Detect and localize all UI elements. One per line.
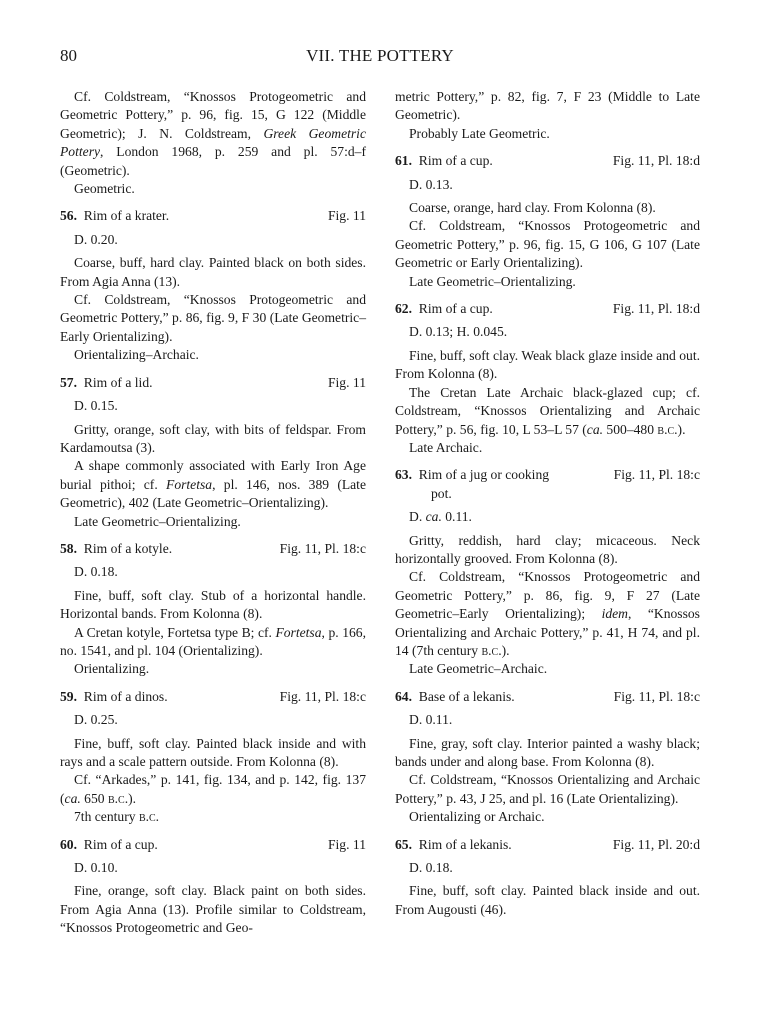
entry-heading	[60, 688, 366, 706]
catalog-entry-60	[60, 836, 366, 938]
entry-heading	[395, 688, 700, 706]
entry-label: Rim of a cup.	[83, 836, 158, 852]
entry-heading	[60, 836, 366, 854]
entry-date: Late Geometric–Orientalizing.	[74, 513, 241, 529]
entry-heading	[395, 836, 700, 854]
entry-label: Rim of a cup.	[418, 301, 493, 317]
entry-dimensions: D. ca. 0.11.	[409, 509, 472, 525]
figure-reference: Fig. 11, Pl. 20:d	[612, 836, 700, 852]
entry-date: Late Geometric–Orientalizing.	[409, 273, 576, 289]
entry-description: Fine, buff, soft clay. Painted black inside and with rays and a scale pattern outside. From Kolonna (8).	[60, 735, 366, 769]
right-column	[395, 88, 700, 919]
entry-heading	[395, 300, 700, 318]
entry-description: Coarse, buff, hard clay. Painted black on both sides. From Agia Anna (13).	[60, 255, 366, 289]
entry-dimensions: D. 0.25.	[74, 712, 118, 728]
entry-number: 60.	[60, 836, 77, 852]
figure-reference: Fig. 11	[327, 374, 366, 390]
entry-description: Coarse, orange, hard clay. From Kolonna (8).	[409, 200, 656, 216]
entry-date: 7th century b.c.	[74, 809, 160, 825]
entry-description: Fine, buff, soft clay. Painted black inside and out. From Augousti (46).	[395, 883, 700, 917]
entry-citation: Cf. Coldstream, “Knossos Orientalizing and Archaic Pottery,” p. 43, J 25, and pl. 16 (Late Orientalizing).	[395, 772, 700, 806]
entry-date: Late Archaic.	[409, 439, 483, 455]
catalog-entry-63	[395, 466, 700, 678]
figure-reference: Fig. 11	[327, 836, 366, 852]
entry-label: Rim of a cup.	[418, 153, 493, 169]
entry-dimensions: D. 0.18.	[74, 564, 118, 580]
entry-date: Orientalizing or Archaic.	[409, 809, 545, 825]
entry-number: 64.	[395, 688, 412, 704]
entry-number: 58.	[60, 540, 77, 556]
catalog-entry-65	[395, 836, 700, 920]
entry-60-continuation: metric Pottery,” p. 82, fig. 7, F 23 (Middle to Late Geometric).	[395, 89, 700, 123]
entry-description: Gritty, orange, soft clay, with bits of feldspar. From Kardamoutsa (3).	[60, 421, 366, 455]
entry-citation: Cf. Coldstream, “Knossos Protogeometric and Geometric Pottery,” p. 86, fig. 9, F 30 (Late Geometric–Early Orientalizing).	[60, 292, 366, 344]
figure-reference: Fig. 11, Pl. 18:c	[279, 540, 366, 556]
entry-citation: A shape commonly associated with Early Iron Age burial pithoi; cf. Fortetsa, pl. 146, nos. 389 (Late Geometric), 402 (Late Geometric–Orientalizing).	[60, 458, 366, 511]
figure-reference: Fig. 11, Pl. 18:d	[612, 153, 700, 169]
entry-description: Fine, gray, soft clay. Interior painted a washy black; bands under and along base. From Kolonna (8).	[395, 735, 700, 769]
entry-number: 62.	[395, 301, 412, 317]
catalog-entry-64	[395, 688, 700, 827]
entry-date: Orientalizing.	[74, 661, 150, 677]
entry-number: 63.	[395, 467, 412, 483]
entry-description: Gritty, reddish, hard clay; micaceous. Neck horizontally grooved. From Kolonna (8).	[395, 532, 700, 566]
entry-number: 56.	[60, 208, 77, 224]
left-column	[60, 88, 366, 938]
entry-description: Fine, buff, soft clay. Stub of a horizontal handle. Horizontal bands. From Kolonna (8).	[60, 587, 366, 622]
entry-number: 57.	[60, 374, 77, 390]
running-title: VII. THE POTTERY	[306, 46, 454, 65]
entry-label: Rim of a jug or cooking	[418, 467, 550, 483]
entry-heading	[60, 207, 366, 225]
catalog-entry-57	[60, 374, 366, 531]
figure-reference: Fig. 11, Pl. 18:c	[279, 688, 366, 704]
entry-label: Rim of a lid.	[83, 374, 153, 390]
entry-label: Rim of a krater.	[83, 208, 170, 224]
entry-label: Rim of a dinos.	[83, 688, 168, 704]
catalog-entry-59	[60, 688, 366, 827]
figure-reference: Fig. 11, Pl. 18:c	[613, 467, 700, 483]
entry-description: Fine, buff, soft clay. Weak black glaze inside and out. From Kolonna (8).	[395, 347, 700, 382]
entry-heading	[60, 540, 366, 558]
entry-citation: Cf. “Arkades,” p. 141, fig. 134, and p. 142, fig. 137 (ca. 650 b.c.).	[60, 772, 366, 806]
entry-dimensions: D. 0.20.	[74, 231, 118, 247]
figure-reference: Fig. 11	[327, 208, 366, 224]
entry-citation: Cf. Coldstream, “Knossos Protogeometric and Geometric Pottery,” p. 96, fig. 15, G 106, G 107 (Late Geometric or Early Orientalizing).	[395, 218, 700, 271]
entry-citation: The Cretan Late Archaic black-glazed cup; cf. Coldstream, “Knossos Orientalizing and Archaic Pottery,” p. 56, fig. 10, L 53–L 57 (ca. 500–480 b.c.).	[395, 384, 700, 437]
catalog-entry-56	[60, 207, 366, 364]
entry-number: 65.	[395, 836, 412, 852]
entry-citation: Cf. Coldstream, “Knossos Protogeometric and Geometric Pottery,” p. 86, fig. 9, F 27 (Late Geometric–Early Orientalizing); idem, “Knossos Orientalizing and Archaic Pottery,” p. 41, H 74, and pl. 14 (7th century b.c.).	[395, 569, 700, 658]
entry-label: Rim of a kotyle.	[83, 540, 173, 556]
entry-citation: A Cretan kotyle, Fortetsa type B; cf. Fortetsa, p. 166, no. 1541, and pl. 104 (Orientalizing).	[60, 624, 366, 658]
intro-citation: Cf. Coldstream, “Knossos Protogeometric and Geometric Pottery,” p. 96, fig. 15, G 122 (Middle Geometric); J. N. Coldstream, Greek Geometric Pottery, London 1968, p. 259 and pl. 57:d–f (Geometric).	[60, 89, 366, 178]
entry-date: Orientalizing–Archaic.	[74, 347, 199, 363]
entry-dimensions: D. 0.11.	[409, 712, 453, 728]
figure-reference: Fig. 11, Pl. 18:c	[613, 688, 700, 704]
entry-label-continuation: pot.	[431, 485, 452, 501]
intro-date: Geometric.	[74, 181, 135, 197]
entry-dimensions: D. 0.15.	[74, 398, 118, 414]
entry-heading	[395, 466, 700, 484]
entry-number: 59.	[60, 688, 77, 704]
entry-dimensions: D. 0.18.	[409, 860, 453, 876]
figure-reference: Fig. 11, Pl. 18:d	[612, 301, 700, 317]
entry-heading	[395, 152, 700, 170]
entry-date: Probably Late Geometric.	[409, 125, 550, 141]
page-header	[60, 46, 700, 70]
page-number: 80	[60, 46, 77, 65]
entry-date: Late Geometric–Archaic.	[409, 661, 548, 677]
entry-description-part1: Fine, orange, soft clay. Black paint on both sides. From Agia Anna (13). Profile similar to Coldstream, “Knossos Protogeometric and Geo-	[60, 883, 366, 936]
entry-dimensions: D. 0.13.	[409, 176, 453, 192]
catalog-entry-61	[395, 152, 700, 291]
entry-heading	[60, 374, 366, 392]
entry-label: Base of a lekanis.	[418, 688, 515, 704]
catalog-entry-58	[60, 540, 366, 679]
catalog-entry-62	[395, 300, 700, 457]
entry-dimensions: D. 0.13; H. 0.045.	[409, 324, 508, 340]
entry-dimensions: D. 0.10.	[74, 860, 118, 876]
entry-label: Rim of a lekanis.	[418, 836, 512, 852]
entry-number: 61.	[395, 153, 412, 169]
